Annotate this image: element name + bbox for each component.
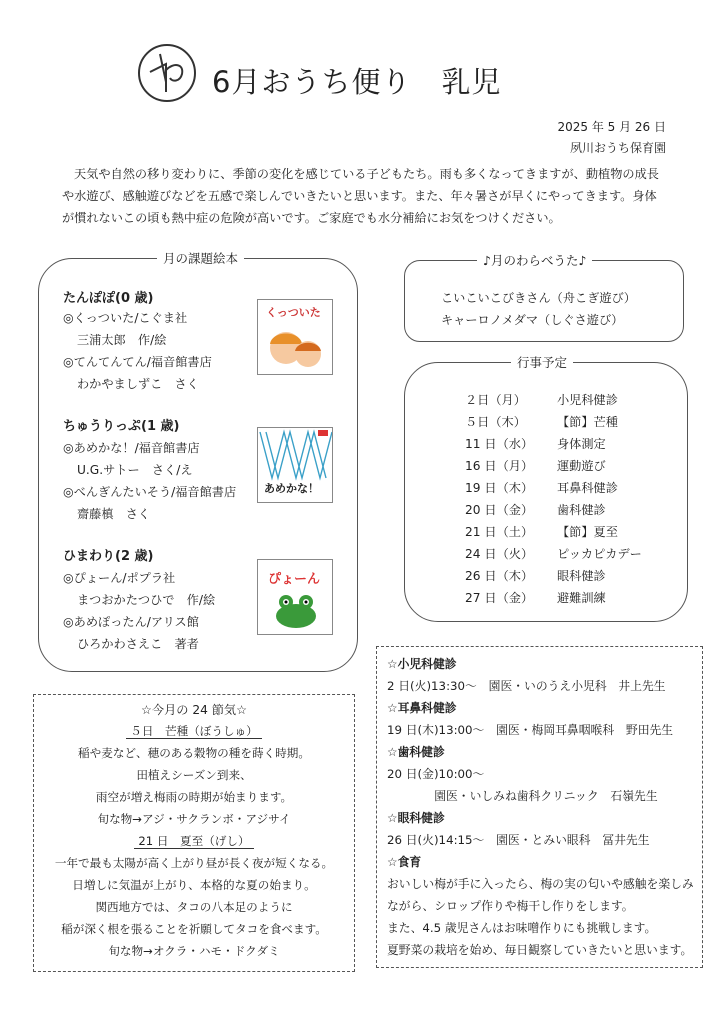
event-name: 眼科健診 [557, 569, 606, 583]
book-title: ◎てんてんてん/福音館書店 [63, 355, 212, 369]
book-cover-amekana [257, 427, 333, 503]
event-name: ピッカピカデー [557, 547, 642, 561]
cover-title: あめかな！ [264, 482, 319, 495]
checkup-line: 20 日(金)10:00～ [387, 767, 485, 781]
events-panel [404, 355, 688, 622]
event-date: 11 日（水） [465, 437, 534, 451]
book-author: U.G.サトー さく/え [77, 463, 193, 477]
event-date: 19 日（木） [465, 481, 534, 495]
event-name: 歯科健診 [557, 503, 606, 517]
book-author: わかやましずこ さく [77, 377, 199, 391]
food-education-line: おいしい梅が手に入ったら、梅の実の匂いや感触を楽しみ [387, 877, 694, 891]
solar-term-line: 関西地方では、タコの八本足のように [95, 900, 293, 914]
age-group-0: たんぽぽ(0 歳) [63, 291, 154, 306]
school-name: 夙川おうち保育園 [569, 141, 666, 155]
frog-icon [258, 590, 333, 634]
event-name: 耳鼻科健診 [557, 481, 618, 495]
book-cover-pyon [257, 559, 333, 635]
checkups-panel [376, 646, 703, 968]
checkup-line: 26 日(火)14:15～ 園医・とみい眼科 冨井先生 [387, 833, 650, 847]
solar-term-line: 田植えシーズン到来、 [136, 768, 252, 782]
age-group-2: ひまわり(2 歳) [63, 549, 154, 564]
intro-text [62, 163, 664, 229]
event-name: 避難訓練 [557, 591, 606, 605]
solar-term-line: 旬な物→アジ・サクランボ・アジサイ [97, 812, 291, 826]
picture-books-panel [38, 251, 358, 672]
cover-title: くっついた [266, 306, 321, 319]
event-name: 身体測定 [557, 437, 606, 451]
checkup-heading: ☆眼科健診 [387, 811, 445, 825]
song-item: こいこいこびきさん（舟こぎ遊び） [441, 291, 636, 305]
solar-term-heading-text: ５日 芒種（ぼうしゅ） [126, 724, 262, 739]
book-author: まつおかたつひで 作/絵 [77, 593, 216, 607]
event-date: 21 日（土） [465, 525, 534, 539]
book-author: 齋藤槙 さく [77, 507, 151, 521]
two-faces-icon [258, 318, 333, 375]
checkup-heading: ☆歯科健診 [387, 745, 445, 759]
solar-term-heading [34, 833, 354, 849]
checkup-line: 園医・いしみね歯科クリニック 石嶺先生 [387, 789, 658, 803]
checkup-line: 2 日(火)13:30～ 園医・いのうえ小児科 井上先生 [387, 679, 666, 693]
solar-term-line: 一年で最も太陽が高く上がり昼が長く夜が短くなる。 [54, 856, 334, 870]
event-date: 20 日（金） [465, 503, 534, 517]
food-education-line: また、4.5 歳児さんはお味噌作りにも挑戦します。 [387, 921, 657, 935]
checkup-heading: ☆小児科健診 [387, 657, 457, 671]
cover-title: ぴょーん [268, 572, 321, 587]
food-education-line: 夏野菜の栽培を始め、毎日観察していきたいと思います。 [387, 943, 693, 957]
solar-term-heading-text: 21 日 夏至（げし） [134, 834, 253, 849]
warabe-uta-label: ♪月のわらべうた♪ [477, 251, 592, 269]
song-item: キャーロノメダマ（しぐさ遊び） [441, 313, 624, 327]
book-title: ◎くっついた/こぐま社 [63, 311, 188, 325]
page-title: 6月おうち便り 乳児 [212, 65, 502, 99]
event-name: 運動遊び [557, 459, 606, 473]
solar-term-line: 旬な物→オクラ・ハモ・ドクダミ [108, 944, 280, 958]
solar-term-heading [34, 723, 354, 739]
book-title: ◎べんぎんたいそう/福音館書店 [63, 485, 237, 499]
book-title: ◎あめぽったん/アリス館 [63, 615, 199, 629]
logo-icon [136, 42, 198, 104]
event-date: ２日（月） [465, 393, 526, 407]
event-date: 16 日（月） [465, 459, 534, 473]
solar-term-line: 稲が深く根を張ることを祈願してタコを食べます。 [61, 922, 327, 936]
book-title: ◎あめかな！/福音館書店 [63, 441, 200, 455]
book-title: ◎ぴょーん/ポプラ社 [63, 571, 176, 585]
solar-term-line: 雨空が増え梅雨の時期が始まります。 [95, 790, 293, 804]
checkup-line: 19 日(木)13:00～ 園医・梅岡耳鼻咽喉科 野田先生 [387, 723, 674, 737]
book-author: ひろかわさえこ 著者 [77, 637, 199, 651]
warabe-uta-panel [404, 253, 684, 342]
event-date: 26 日（木） [465, 569, 534, 583]
food-education-line: ながら、シロップ作りや梅干し作りをします。 [387, 899, 634, 913]
book-author: 三浦太郎 作/絵 [77, 333, 167, 347]
event-date: 24 日（火） [465, 547, 534, 561]
event-date: 27 日（金） [465, 591, 534, 605]
event-date: ５日（木） [465, 415, 526, 429]
event-name: 【節】芒種 [557, 415, 618, 429]
solar-terms-panel [33, 694, 355, 972]
checkup-heading: ☆耳鼻科健診 [387, 701, 457, 715]
events-label: 行事予定 [511, 353, 573, 371]
solar-term-line: 稲や麦など、穂のある穀物の種を蒔く時期。 [78, 746, 310, 760]
issue-date: 2025 年 5 月 26 日 [557, 120, 666, 134]
picture-books-label: 月の課題絵本 [157, 249, 244, 267]
solar-term-line: 日増しに気温が上がり、本格的な夏の始まり。 [72, 878, 316, 892]
solar-terms-title: ☆今月の 24 節気☆ [140, 703, 248, 717]
food-education-heading: ☆食育 [387, 855, 422, 869]
rain-pattern-icon [258, 428, 333, 484]
book-cover-kuttsuita [257, 299, 333, 375]
event-name: 小児科健診 [557, 393, 618, 407]
event-name: 【節】夏至 [557, 525, 618, 539]
age-group-1: ちゅうりっぷ(1 歳) [63, 419, 180, 434]
intro-paragraph: 天気や自然の移り変わりに、季節の変化を感じている子どもたち。雨も多くなってきますが、動植物の成長や水遊び、感触遊びなどを五感で楽しんでいきたいと思います。また、年々暑さが早くにやってきます。身体が慣れないこの頃も熱中症の危険が高いです。ご家庭でも水分補給にお気をつけください。 [62, 167, 659, 225]
